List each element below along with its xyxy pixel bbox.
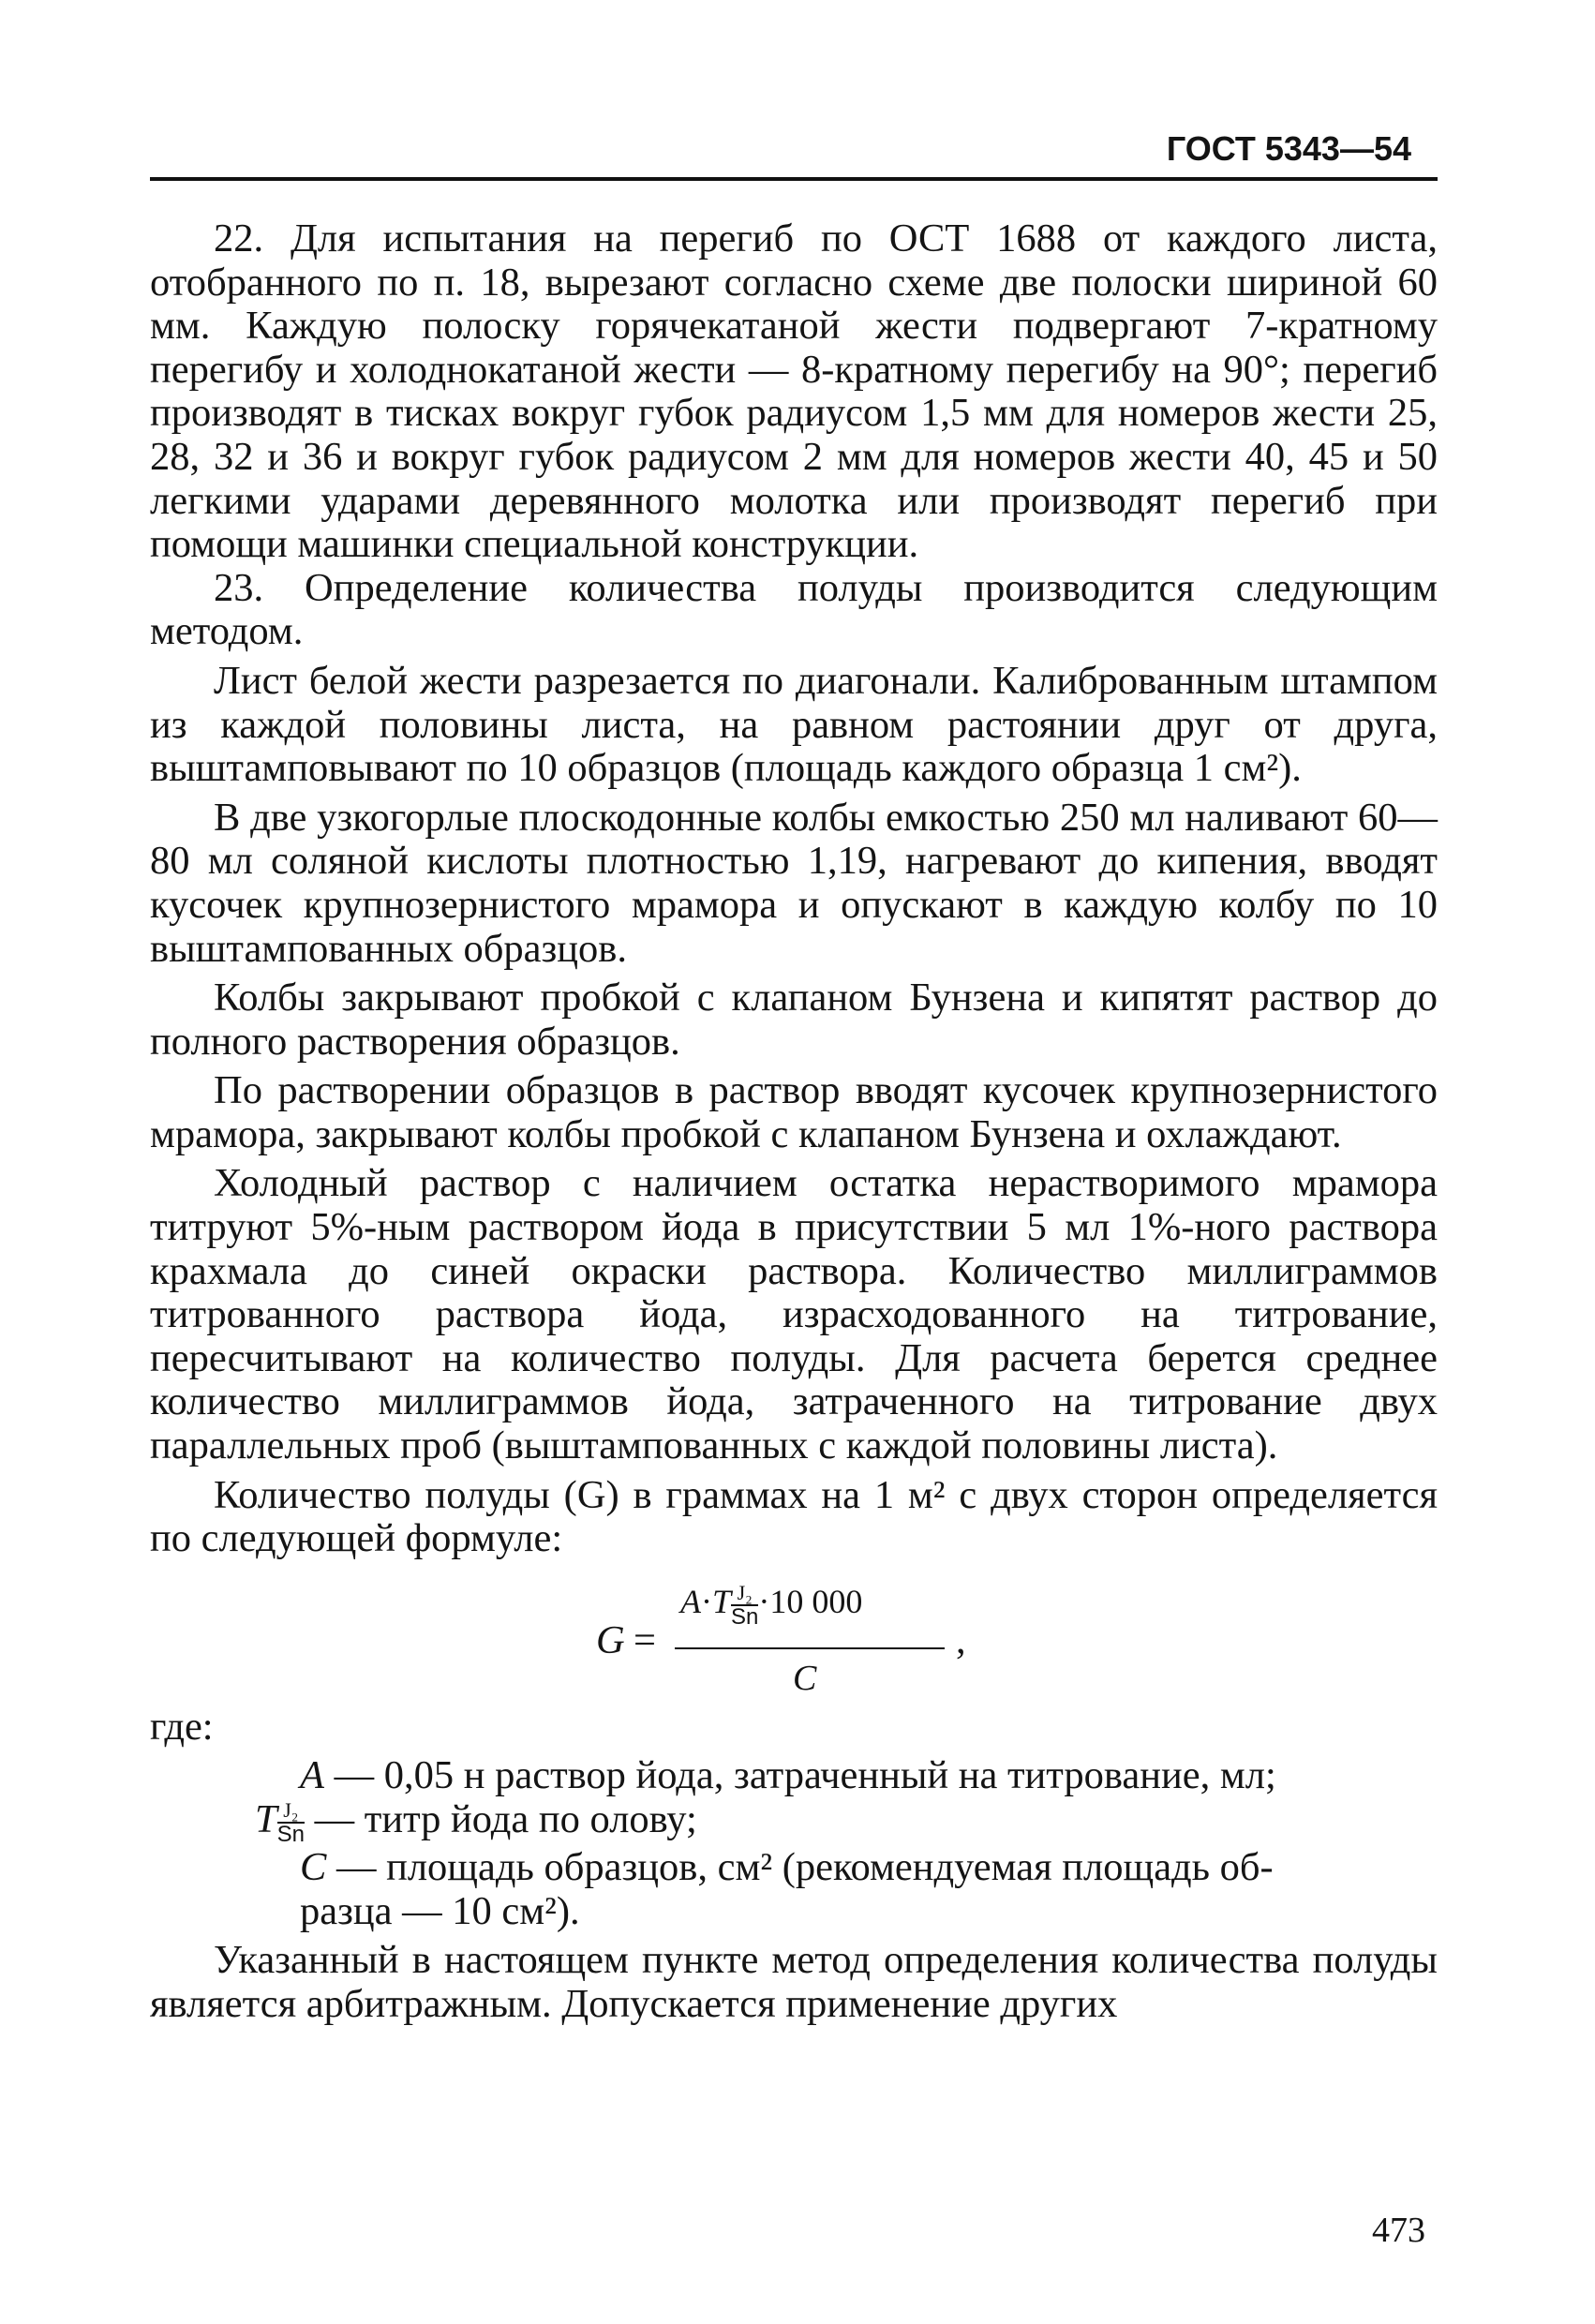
- formula-num-tail: ·10 000: [758, 1582, 863, 1620]
- doc-header: ГОСТ 5343—54: [1166, 129, 1411, 168]
- tin-coating-formula: [150, 1567, 1438, 1706]
- paragraph-sheet-cutting: Лист белой жести разрезается по диагонали. Калиброванным штампом из каждой половины листа, на равном растоянии друг от друга, выштамповывают по 10 образцов (площадь каждого образца 1 см²).: [150, 658, 1438, 791]
- formula-frac-bottom: Sn: [731, 1603, 759, 1630]
- formula-denominator: C: [793, 1658, 817, 1698]
- legend-c-continuation: разца — 10 см²).: [300, 1888, 580, 1933]
- paragraph-22: 22. Для испытания на перегиб по ОСТ 1688 от каждого листа, отобранного по п. 18, вырезают согласно схеме две полоски шириной 60 мм. Каждую полоску горячекатаной жести подвергают 7-кратному перегибу и холоднокатаной жести — 8-кратному перегибу на 90°; перегиб производят в тисках вокруг губок радиусом 1,5 мм для номеров жести 25, 28, 32 и 36 и вокруг губок радиусом 2 мм для номеров жести 40, 45 и 50 легкими ударами деревянного молотка или производят перегиб при помощи машинки специальной конструкции.: [150, 216, 1438, 567]
- paragraph-tin-amount: Количество полуды (G) в граммах на 1 м² с двух сторон определяется по следующей формуле:: [150, 1472, 1438, 1561]
- where-label: где:: [150, 1704, 214, 1749]
- formula-num-t: T: [712, 1582, 732, 1620]
- formula-fraction-bar: [675, 1647, 945, 1649]
- legend-t: [150, 1798, 1438, 1846]
- legend-t-frac-bottom: Sn: [276, 1822, 305, 1848]
- formula-frac-top: J₂: [731, 1582, 758, 1606]
- legend-t-text: — титр йода по олову;: [305, 1797, 697, 1841]
- formula-num-a: A: [680, 1582, 701, 1620]
- formula-equals: =: [634, 1617, 656, 1662]
- formula-comma: ,: [956, 1617, 966, 1662]
- formula-num-dot: ·: [701, 1582, 712, 1620]
- legend-c-symbol: C: [300, 1845, 327, 1890]
- paragraph-23: 23. Определение количества полуды производится следующим методом.: [150, 565, 1438, 654]
- formula-titer-fraction: [731, 1582, 758, 1629]
- paragraph-titration: Холодный раствор с наличием остатка нерастворимого мрамора титруют 5%-ным раствором йода в присутствии 5 мл 1%-ного раствора крахмала до синей окраски раствора. Количество миллиграммов титрованного раствора йода, израсходованного на титрование, пересчитывают на количество полуды. Для расчета берется среднее количество миллиграммов йода, затраченного на титрование двух параллельных проб (выштампованных с каждой половины листа).: [150, 1161, 1438, 1468]
- legend-a: [150, 1754, 1438, 1798]
- document-body: [150, 217, 1438, 2027]
- formula-lhs: G: [596, 1617, 625, 1662]
- paragraph-flasks-1: В две узкогорлые плоскодонные колбы емкостью 250 мл наливают 60—80 мл соляной кислоты плотностью 1,19, нагревают до кипения, вводят кусочек крупнозернистого мрамора и опускают в каждую колбу по 10 выштампованных образцов.: [150, 795, 1438, 971]
- legend-c: [150, 1846, 1438, 1933]
- formula-numerator: [680, 1580, 862, 1629]
- legend-a-symbol: A: [300, 1753, 324, 1798]
- paragraph-dissolution: По растворении образцов в раствор вводят кусочек крупнозернистого мрамора, закрывают колбы пробкой с клапаном Бунзена и охлаждают.: [150, 1068, 1438, 1156]
- paragraph-flasks-2: Колбы закрывают пробкой с клапаном Бунзена и кипятят раствор до полного растворения образцов.: [150, 976, 1438, 1064]
- legend-t-frac-top: J₂: [277, 1799, 305, 1824]
- legend-t-fraction: [277, 1799, 305, 1846]
- header-rule: [150, 177, 1438, 181]
- page-number: 473: [1372, 2211, 1425, 2250]
- legend-c-text: — площадь образцов, см² (рекомендуемая площадь об-: [326, 1845, 1274, 1890]
- legend-t-symbol: T: [255, 1797, 277, 1841]
- legend-a-text: — 0,05 н раствор йода, затраченный на титрование, мл;: [323, 1753, 1276, 1798]
- paragraph-arbitration: Указанный в настоящем пункте метод определения количества полуды является арбитражным. Допускается применение других: [150, 1938, 1438, 2027]
